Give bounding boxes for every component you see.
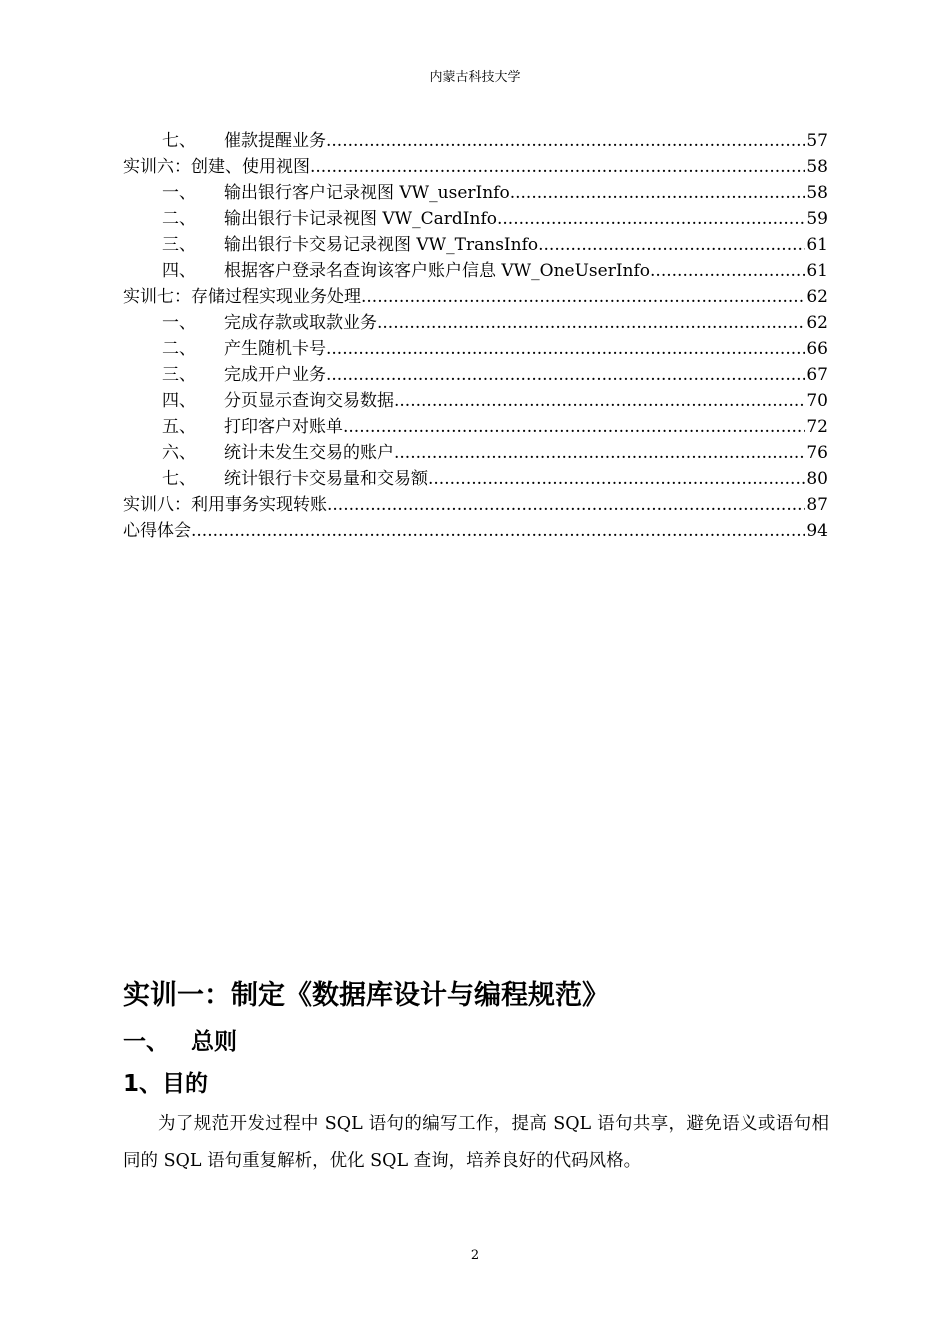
- toc-entry-page: 62: [806, 287, 828, 307]
- section-number: 一、: [123, 1029, 169, 1055]
- toc-leader-dots: [326, 339, 805, 359]
- toc-leader-dots: [327, 495, 805, 515]
- toc-entry-number: 三、: [162, 235, 196, 255]
- toc-entry-page: 80: [806, 469, 828, 489]
- toc-entry-page: 59: [806, 209, 828, 229]
- toc-leader-dots: [310, 157, 805, 177]
- toc-entry-title: 完成存款或取款业务: [224, 313, 377, 333]
- toc-entry-number: 七、: [162, 469, 196, 489]
- toc-entry-page: 61: [806, 235, 828, 255]
- toc-entry-page: 61: [806, 261, 828, 281]
- toc-entry-page: 58: [806, 157, 828, 177]
- toc-entry-number: 二、: [162, 339, 196, 359]
- toc-entry-number: 五、: [162, 417, 196, 437]
- toc-entry[interactable]: [123, 464, 828, 490]
- toc-entry-number: 四、: [162, 391, 196, 411]
- toc-entry[interactable]: [123, 126, 828, 152]
- toc-entry[interactable]: [123, 308, 828, 334]
- toc-leader-dots: [497, 209, 805, 229]
- toc-entry-page: 87: [806, 495, 828, 515]
- toc-entry-title: 分页显示查询交易数据: [224, 391, 394, 411]
- section-heading: [123, 1023, 237, 1056]
- toc-leader-dots: [394, 443, 805, 463]
- page-header: 内蒙古科技大学: [429, 70, 521, 85]
- toc-entry[interactable]: [123, 152, 828, 178]
- table-of-contents: [123, 126, 828, 542]
- toc-entry[interactable]: [123, 204, 828, 230]
- toc-leader-dots: [326, 365, 805, 385]
- toc-entry-title: 打印客户对账单: [224, 417, 343, 437]
- toc-entry-number: 一、: [162, 183, 196, 203]
- toc-entry-page: 72: [806, 417, 828, 437]
- toc-leader-dots: [361, 287, 805, 307]
- toc-leader-dots: [538, 235, 805, 255]
- toc-entry[interactable]: [123, 256, 828, 282]
- subsection-heading: 1、目的: [123, 1071, 209, 1097]
- toc-entry-page: 94: [806, 521, 828, 541]
- toc-leader-dots: [428, 469, 805, 489]
- toc-entry[interactable]: [123, 334, 828, 360]
- toc-entry-number: 三、: [162, 365, 196, 385]
- toc-entry-title: 输出银行客户记录视图 VW_userInfo: [224, 183, 510, 203]
- toc-entry[interactable]: [123, 438, 828, 464]
- toc-entry-page: 58: [806, 183, 828, 203]
- toc-leader-dots: [326, 131, 805, 151]
- toc-entry-number: 一、: [162, 313, 196, 333]
- toc-leader-dots: [377, 313, 805, 333]
- toc-entry-title: 根据客户登录名查询该客户账户信息 VW_OneUserInfo: [224, 261, 651, 281]
- toc-entry-page: 57: [806, 131, 828, 151]
- toc-entry-page: 76: [806, 443, 828, 463]
- toc-entry-title: 统计银行卡交易量和交易额: [224, 469, 428, 489]
- toc-leader-dots: [510, 183, 806, 203]
- chapter-heading: 实训一：制定《数据库设计与编程规范》: [123, 980, 609, 1011]
- toc-entry-page: 70: [806, 391, 828, 411]
- toc-entry-title: 催款提醒业务: [224, 131, 326, 151]
- toc-entry-number: 二、: [162, 209, 196, 229]
- toc-entry-title: 输出银行卡记录视图 VW_CardInfo: [224, 209, 497, 229]
- toc-entry[interactable]: [123, 360, 828, 386]
- toc-leader-dots: [394, 391, 805, 411]
- toc-entry-number: 四、: [162, 261, 196, 281]
- toc-entry[interactable]: [123, 412, 828, 438]
- toc-entry[interactable]: [123, 282, 828, 308]
- toc-entry-page: 67: [806, 365, 828, 385]
- section-title: 总则: [191, 1029, 237, 1055]
- toc-entry-title: 统计未发生交易的账户: [224, 443, 394, 463]
- toc-entry[interactable]: [123, 386, 828, 412]
- toc-entry-title: 心得体会: [123, 521, 191, 541]
- toc-leader-dots: [191, 521, 805, 541]
- toc-entry[interactable]: [123, 178, 828, 204]
- toc-entry-title: 实训八：利用事务实现转账: [123, 495, 327, 515]
- toc-entry-page: 66: [806, 339, 828, 359]
- page-number: 2: [470, 1248, 480, 1263]
- body-paragraph: 为了规范开发过程中 SQL 语句的编写工作，提高 SQL 语句共享，避免语义或语句相同的 SQL 语句重复解析，优化 SQL 查询，培养良好的代码风格。: [123, 1114, 829, 1171]
- toc-leader-dots: [650, 261, 805, 281]
- toc-entry-title: 输出银行卡交易记录视图 VW_TransInfo: [224, 235, 539, 255]
- toc-leader-dots: [343, 417, 805, 437]
- toc-entry[interactable]: [123, 516, 828, 542]
- toc-entry-title: 实训六：创建、使用视图: [123, 157, 310, 177]
- toc-entry[interactable]: [123, 230, 828, 256]
- toc-entry-number: 七、: [162, 131, 196, 151]
- toc-entry-page: 62: [806, 313, 828, 333]
- toc-entry-title: 完成开户业务: [224, 365, 326, 385]
- toc-entry-title: 产生随机卡号: [224, 339, 326, 359]
- toc-entry-title: 实训七：存储过程实现业务处理: [123, 287, 361, 307]
- toc-entry[interactable]: [123, 490, 828, 516]
- toc-entry-number: 六、: [162, 443, 196, 463]
